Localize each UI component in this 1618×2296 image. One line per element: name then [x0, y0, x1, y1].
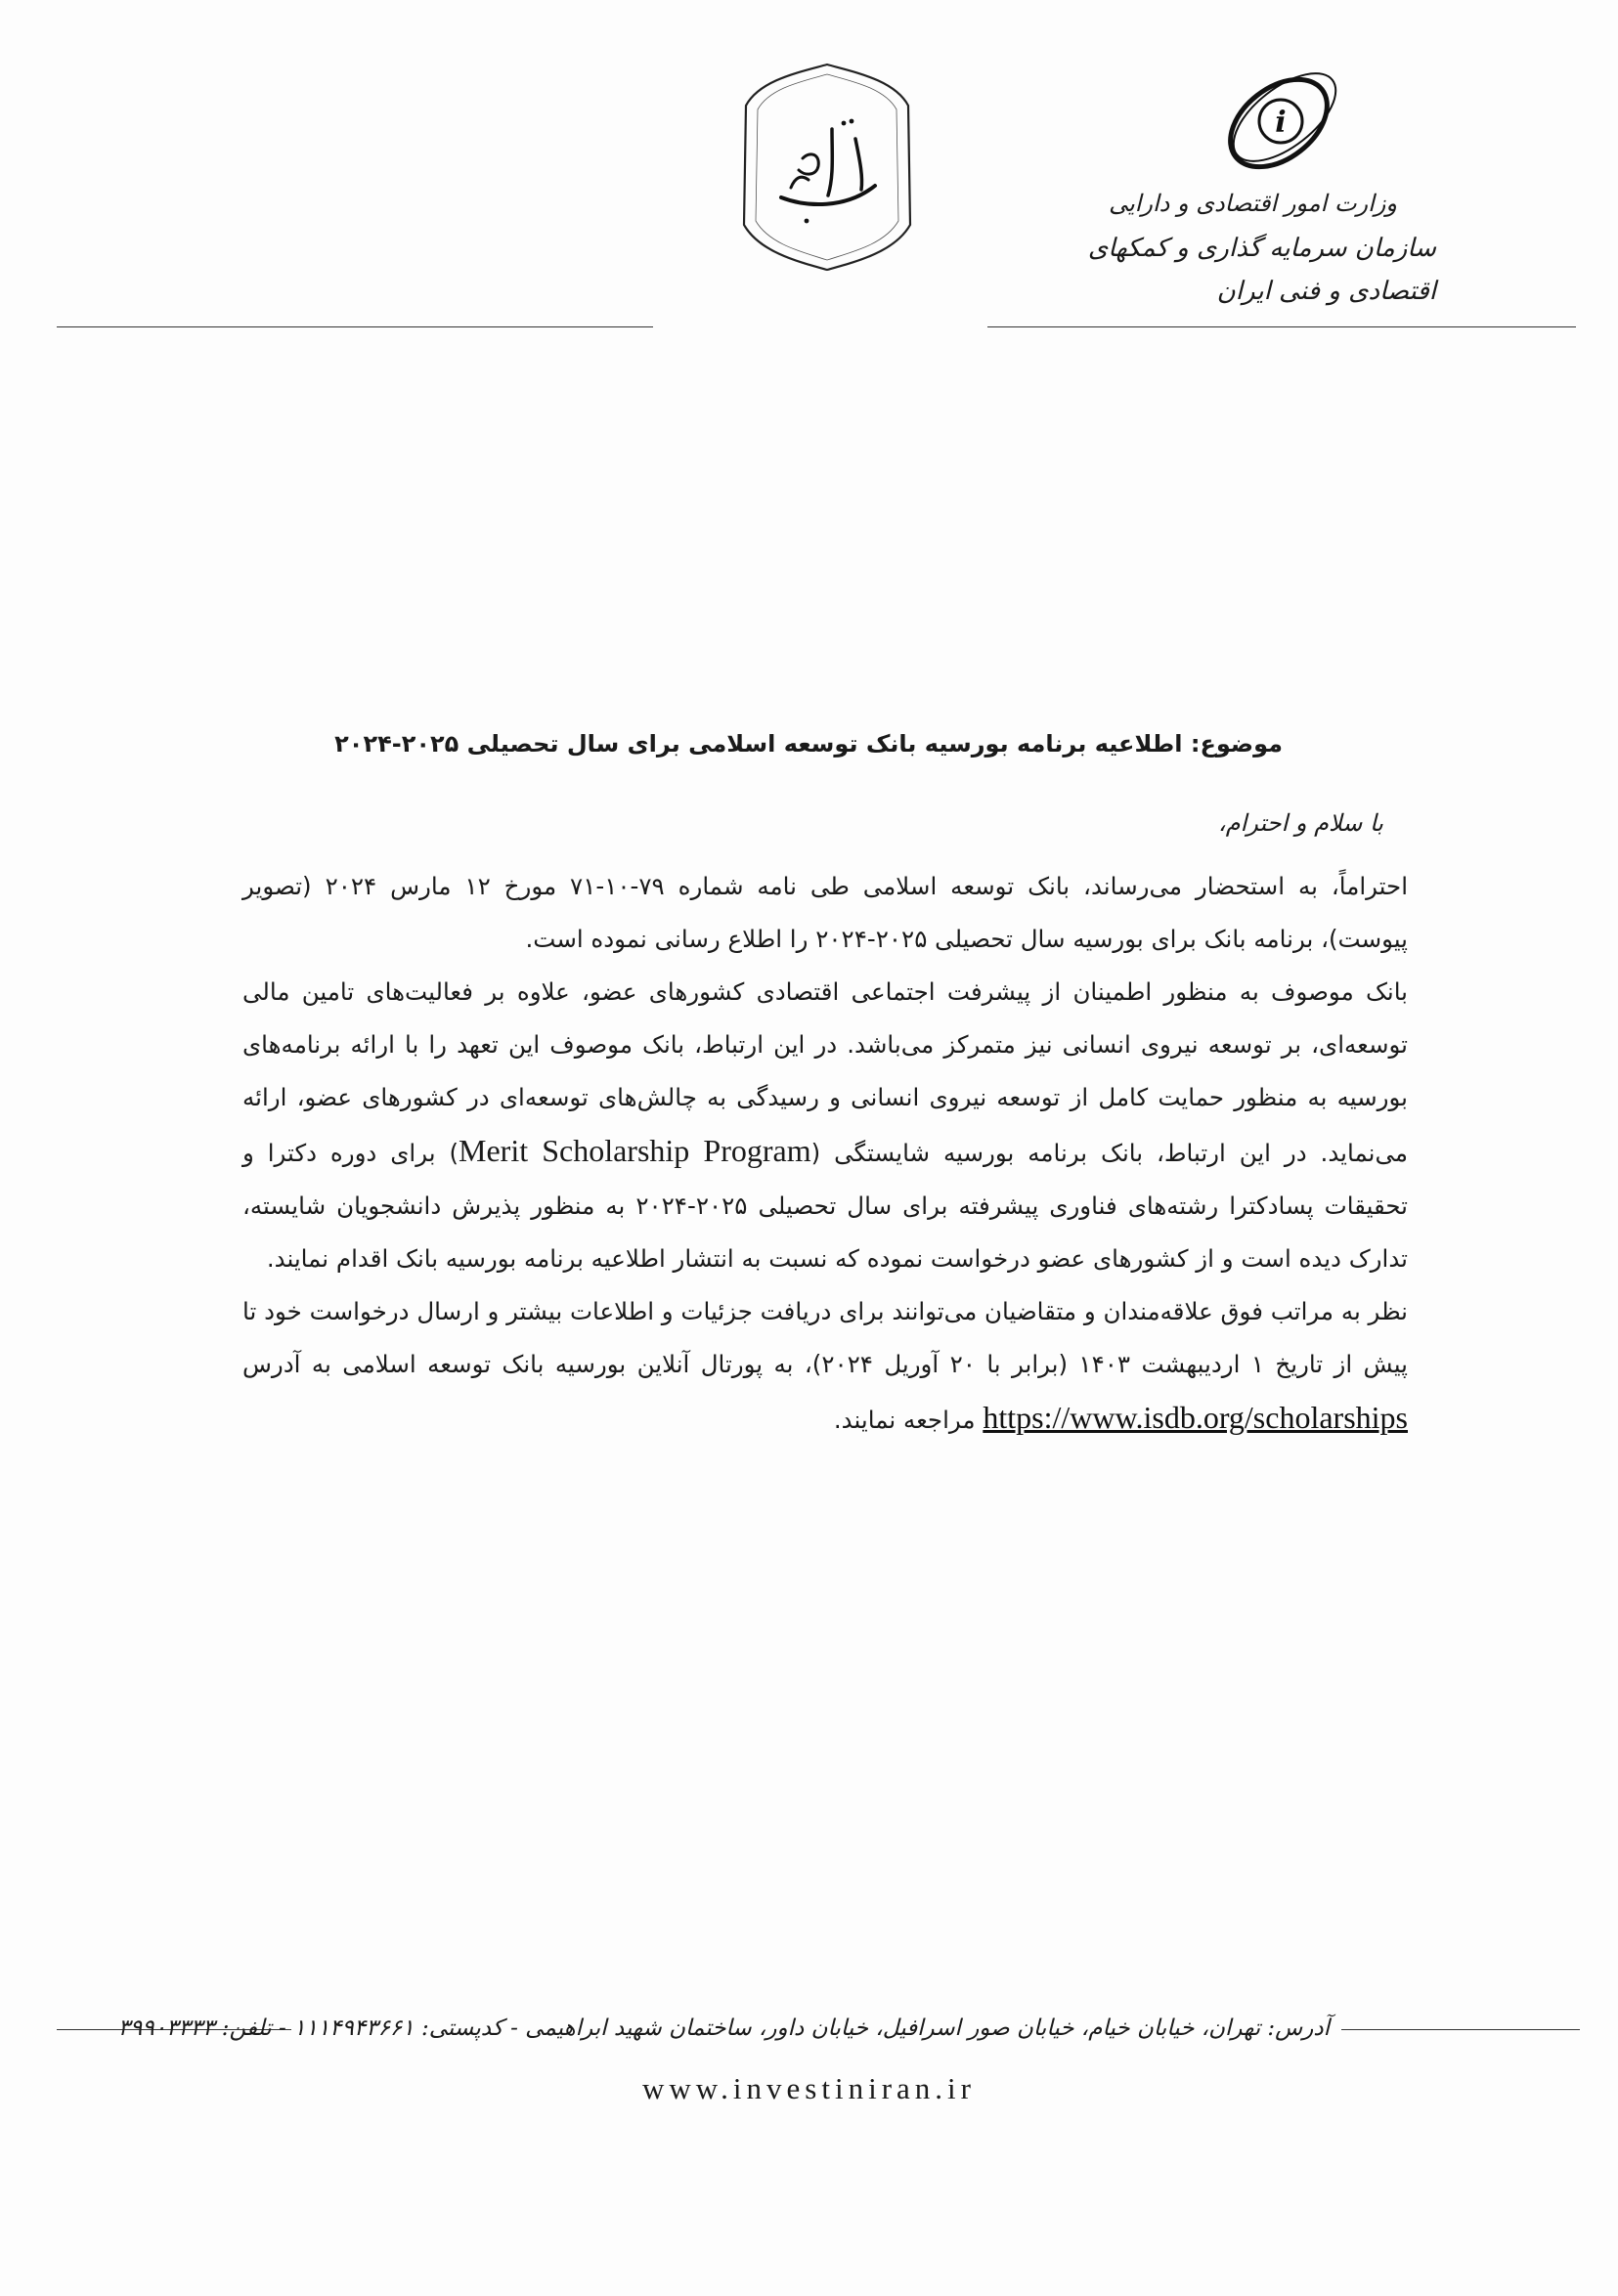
header-divider-left	[57, 326, 653, 327]
footer-divider-right	[1341, 2029, 1580, 2030]
scholarship-portal-link[interactable]: https://www.isdb.org/scholarships	[983, 1400, 1408, 1435]
letter-greeting: با سلام و احترام،	[1217, 809, 1383, 837]
organization-full-name: سازمان سرمایه گذاری و کمکهای اقتصادی و فنی ایران	[1087, 234, 1436, 306]
basmeh-emblem	[738, 61, 916, 274]
paragraph-3-part-a: نظر به مراتب فوق علاقه‌مندان و متقاضیان می‌توانند برای دریافت جزئیات و اطلاعات بیشتر و ارسال درخواست خود تا پیش از تاریخ ۱ اردیبهشت ۱۴۰۳ (برابر با ۲۰ آوریل ۲۰۲۴)، به پورتال آنلاین بورسیه بانک توسعه اسلامی به آدرس	[242, 1297, 1408, 1378]
header-divider-right	[987, 326, 1576, 327]
footer-address: آدرس: تهران، خیابان خیام، خیابان صور اسرافیل، خیابان داور، ساختمان شهید ابراهیمی - کدپستی: ۱۱۱۴۹۴۳۶۶۱ - تلفن: ۳۹۹۰۳۳۳۳	[117, 2015, 1330, 2041]
organization-logo	[1212, 57, 1359, 184]
paragraph-3-part-b: مراجعه نمایند.	[833, 1406, 976, 1434]
paragraph-3	[242, 1285, 1408, 1447]
letter-subject: موضوع: اطلاعیه برنامه بورسیه بانک توسعه اسلامی برای سال تحصیلی ۲۰۲۵-۲۰۲۴	[334, 730, 1283, 758]
paragraph-2	[242, 966, 1408, 1285]
program-name-english: Merit Scholarship Program	[459, 1133, 811, 1168]
paragraph-2-part-a: بانک موصوف به منظور اطمینان از پیشرفت اجتماعی اقتصادی کشورهای عضو، علاوه بر فعالیت‌های تامین مالی توسعه‌ای، بر توسعه نیروی انسانی نیز متمرکز می‌باشد. در این ارتباط، بانک موصوف این تعهد را با ارائه برنامه‌های بورسیه به منظور حمایت کامل از توسعه نیروی انسانی و رسیدگی به چالش‌های توسعه‌ای در کشورهای عضو، ارائه می‌نماید. در این ارتباط، بانک برنامه بورسیه شایستگی (	[242, 977, 1408, 1167]
paragraph-1: احتراماً، به استحضار می‌رساند، بانک توسعه اسلامی طی نامه شماره ۷۹-۱۰-۷۱ مورخ ۱۲ مارس ۲۰۲۴ (تصویر پیوست)، برنامه بانک برای بورسیه سال تحصیلی ۲۰۲۵-۲۰۲۴ را اطلاع رسانی نموده است.	[242, 872, 1409, 953]
footer-website[interactable]: www.investiniran.ir	[642, 2071, 976, 2105]
ministry-name: وزارت امور اقتصادی و دارایی	[1109, 190, 1397, 217]
emblem-text: باسمه تعالی	[824, 168, 830, 169]
letter-body	[242, 860, 1408, 1447]
paragraph-2-part-b: ) برای دوره دکترا و تحقیقات پسادکترا رشته‌های فناوری پیشرفته برای سال تحصیلی ۲۰۲۵-۲۰۲۴ به منظور پذیرش دانشجویان شایسته، تدارک دیده است و از کشورهای عضو درخواست نموده که نسبت به انتشار اطلاعیه برنامه بورسیه بانک اقدام نمایند.	[242, 1139, 1408, 1273]
organization-name	[1026, 186, 1436, 313]
logo-i-glyph: i	[1275, 106, 1287, 140]
